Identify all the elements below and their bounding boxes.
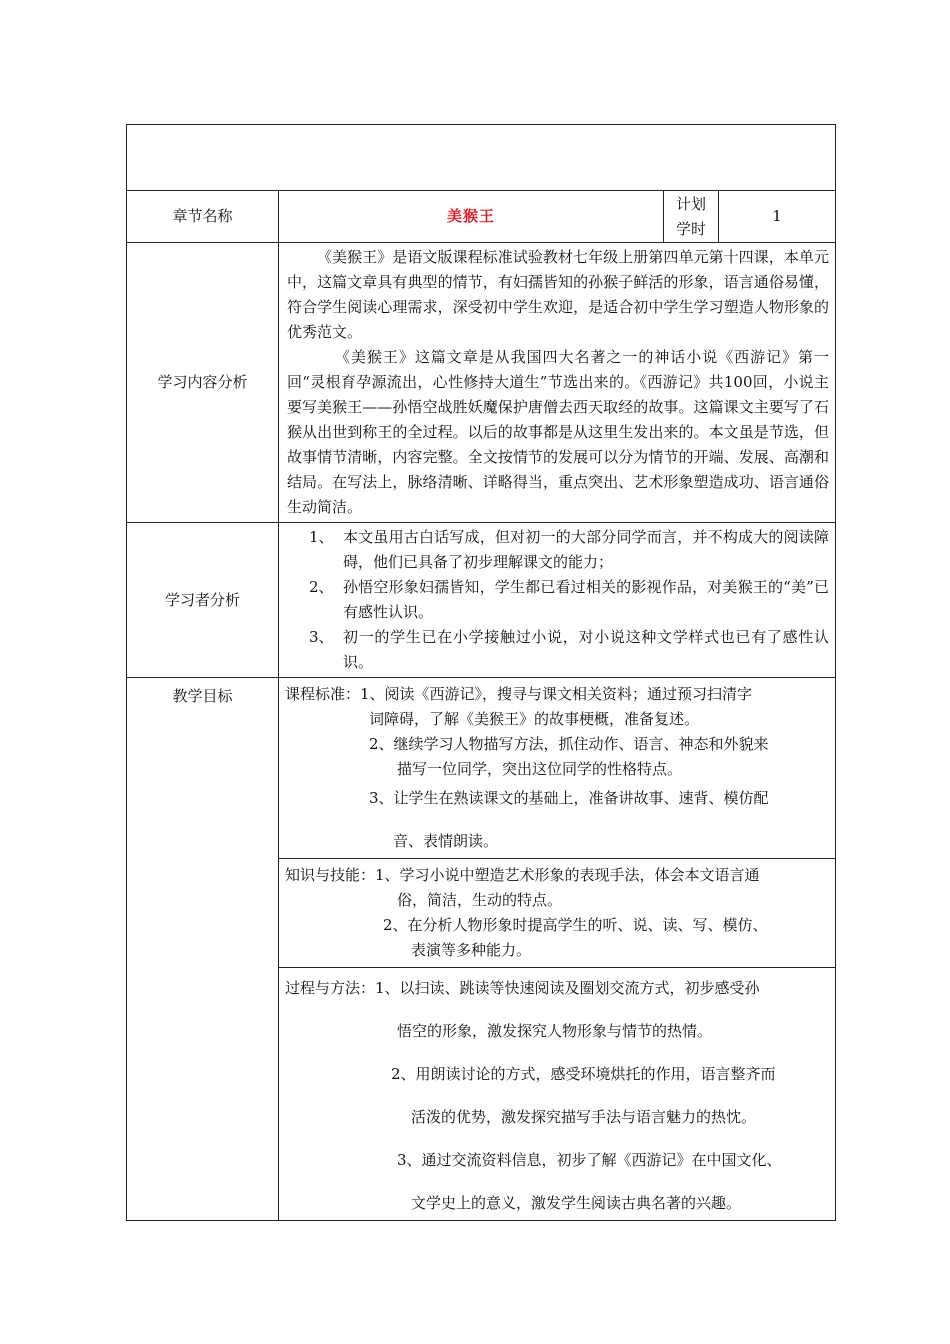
header-empty-cell: [127, 125, 836, 191]
chapter-row: [127, 191, 836, 243]
goal-line: 表演等多种能力。: [411, 941, 532, 959]
content-analysis-row: [127, 243, 836, 523]
teaching-goals-label: 教学目标: [127, 678, 279, 1221]
goal-line: 描写一位同学，突出这位同学的性格特点。: [397, 760, 683, 778]
content-analysis-label: 学习内容分析: [127, 243, 279, 523]
planned-hours-label: [664, 191, 719, 243]
content-paragraph: 《美猴王》是语文版课程标准试验教材七年级上册第四单元第十四课，本单元中，这篇文章具有典型的情节，有妇孺皆知的孙猴子鲜活的形象，语言通俗易懂，符合学生阅读心理需求，深受初中学生欢迎，是适合初中学生学习塑造人物形象的优秀范文。: [287, 248, 829, 341]
goal-line: 俗，简洁，生动的特点。: [397, 891, 563, 909]
goal-line: 悟空的形象，激发探究人物形象与情节的热情。: [397, 1022, 713, 1040]
goal-line: 2、用朗读讨论的方式，感受环境烘托的作用，语言整齐而: [391, 1065, 776, 1083]
goal-line: 音、表情朗读。: [393, 832, 499, 850]
learner-analysis-label: 学习者分析: [127, 523, 279, 678]
lesson-plan-table: [126, 124, 836, 1221]
goal-line: 词障碍，了解《美猴王》的故事梗概，准备复述。: [369, 710, 700, 728]
learner-analysis-row: [127, 523, 836, 678]
content-analysis-text: [279, 243, 836, 523]
goal-line: 课程标准：1、阅读《西游记》，搜寻与课文相关资料；通过预习扫清字: [285, 685, 753, 703]
chapter-label: 章节名称: [127, 191, 279, 243]
list-item: [281, 625, 833, 675]
goal-line: 2、在分析人物形象时提高学生的听、说、读、写、模仿、: [383, 916, 768, 934]
item-text: 孙悟空形象妇孺皆知，学生都已看过相关的影视作品，对美猴王的“美”已有感性认识。: [343, 578, 829, 621]
goal-line: 2、继续学习人物描写方法，抓住动作、语言、神态和外貌来: [369, 735, 769, 753]
item-number: 1、: [309, 528, 334, 546]
item-number: 3、: [309, 628, 334, 646]
planned-hours-label-line2: 学时: [675, 219, 706, 238]
list-item: [281, 575, 833, 625]
goal-line: 3、通过交流资料信息，初步了解《西游记》在中国文化、: [397, 1151, 782, 1169]
list-item: [281, 525, 833, 575]
header-empty-row: [127, 125, 836, 191]
goals-curriculum-row: [127, 678, 836, 859]
goal-line: 文学史上的意义，激发学生阅读古典名著的兴趣。: [411, 1194, 742, 1212]
chapter-title: 美猴王: [279, 191, 664, 243]
process-method-block: [279, 968, 836, 1221]
content-paragraph: 《美猴王》这篇文章是从我国四大名著之一的神话小说《西游记》第一回“灵根育孕源流出，心性修持大道生”节选出来的。《西游记》共100回，小说主要写美猴王——孙悟空战胜妖魔保护唐僧去西天取经的故事。这篇课文主要写了石猴从出世到称王的全过程。以后的故事都是从这里生发出来的。本文虽是节选，但故事情节清晰，内容完整。全文按情节的发展可以分为情节的开端、发展、高潮和结局。在写法上，脉络清晰、详略得当，重点突出、艺术形象塑造成功、语言通俗生动简洁。: [287, 348, 829, 516]
knowledge-skills-block: [279, 859, 836, 968]
goal-line: 知识与技能：1、学习小说中塑造艺术形象的表现手法，体会本文语言通: [285, 866, 760, 884]
item-number: 2、: [309, 578, 334, 596]
planned-hours-label-line1: 计划: [675, 194, 706, 213]
planned-hours-value: 1: [719, 191, 836, 243]
item-text: 本文虽用古白话写成，但对初一的大部分同学而言，并不构成大的阅读障碍，他们已具备了初步理解课文的能力；: [343, 528, 829, 571]
learner-analysis-list: [279, 523, 836, 678]
goal-line: 3、让学生在熟读课文的基础上，准备讲故事、速背、模仿配: [369, 789, 769, 807]
goal-line: 活泼的优势，激发探究描写手法与语言魅力的热忱。: [411, 1108, 757, 1126]
curriculum-standard-block: [279, 678, 836, 859]
item-text: 初一的学生已在小学接触过小说，对小说这种文学样式也已有了感性认识。: [343, 628, 829, 671]
goal-line: 过程与方法：1、以扫读、跳读等快速阅读及圈划交流方式，初步感受孙: [285, 979, 760, 997]
